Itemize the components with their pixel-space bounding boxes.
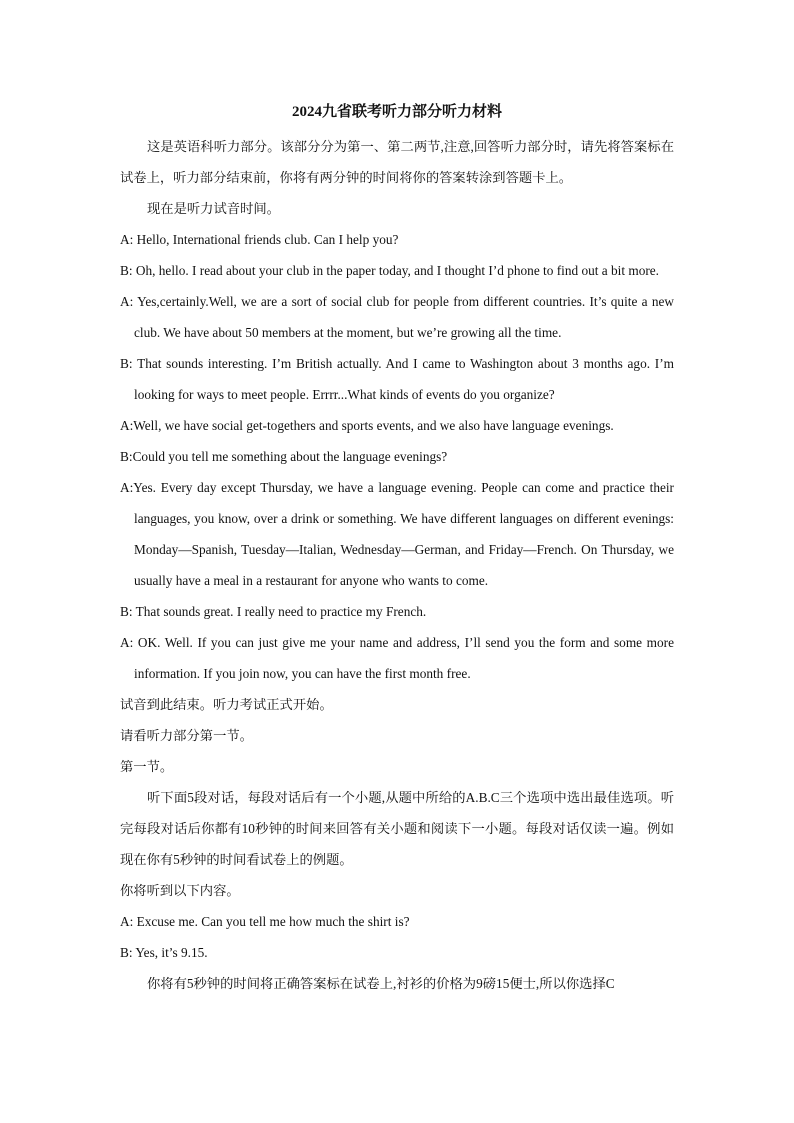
trial-start-line: 现在是听力试音时间。	[147, 201, 280, 216]
dialogue-line: A: OK. Well. If you can just give me your name and address, I’ll send you the form and some more information. If you join now, you can have the first month free.	[120, 635, 674, 681]
dialogue-line: A:Yes. Every day except Thursday, we have a language evening. People can come and practice their languages, you know, over a drink or something. We have different languages on different evenings: Monday—Spanish, Tuesday—Italian, Wednesday—German, and Friday—French. On Thursday, we usually have a meal in a restaurant for anyone who wants to come.	[120, 480, 674, 588]
dialogue-line: A: Yes,certainly.Well, we are a sort of social club for people from different countries. It’s quite a new club. We have about 50 members at the moment, but we’re growing all the time.	[120, 294, 674, 340]
section-label: 第一节。	[120, 759, 174, 774]
section-instructions: 听下面5段对话，每段对话后有一个小题,从题中所给的A.B.C三个选项中选出最佳选项。听完每段对话后你都有10秒钟的时间来回答有关小题和阅读下一小题。每段对话仅读一遍。例如现在你有5秒钟的时间看试卷上的例题。	[120, 790, 674, 867]
document-page	[120, 99, 674, 999]
dialogue-line: B: That sounds great. I really need to practice my French.	[120, 604, 427, 619]
dialogue-line: B: That sounds interesting. I’m British actually. And I came to Washington about 3 months ago. I’m looking for ways to meet people. Errrr...What kinds of events do you organize?	[120, 356, 674, 402]
dialogue-line: B: Oh, hello. I read about your club in the paper today, and I thought I’d phone to find out a bit more.	[120, 263, 660, 278]
example-prompt-line: 你将听到以下内容。	[120, 883, 240, 898]
document-title: 2024九省联考听力部分听力材料	[291, 104, 502, 120]
trial-end-line: 试音到此结束。听力考试正式开始。	[120, 697, 333, 712]
example-answer-line: 你将有5秒钟的时间将正确答案标在试卷上,衬衫的价格为9磅15便士,所以你选择C	[147, 976, 615, 991]
dialogue-line: B:Could you tell me something about the language evenings?	[120, 449, 448, 464]
intro-paragraph: 这是英语科听力部分。该部分分为第一、第二两节,注意,回答听力部分时，请先将答案标在试卷上，听力部分结束前，你将有两分钟的时间将你的答案转涂到答题卡上。	[120, 139, 674, 185]
example-dialogue-line: A: Excuse me. Can you tell me how much the shirt is?	[120, 914, 410, 929]
dialogue-line: A:Well, we have social get-togethers and sports events, and we also have language evenings.	[120, 418, 614, 433]
section-prompt-line: 请看听力部分第一节。	[120, 728, 253, 743]
example-dialogue-line: B: Yes, it’s 9.15.	[120, 945, 208, 960]
dialogue-line: A: Hello, International friends club. Can I help you?	[120, 232, 399, 247]
